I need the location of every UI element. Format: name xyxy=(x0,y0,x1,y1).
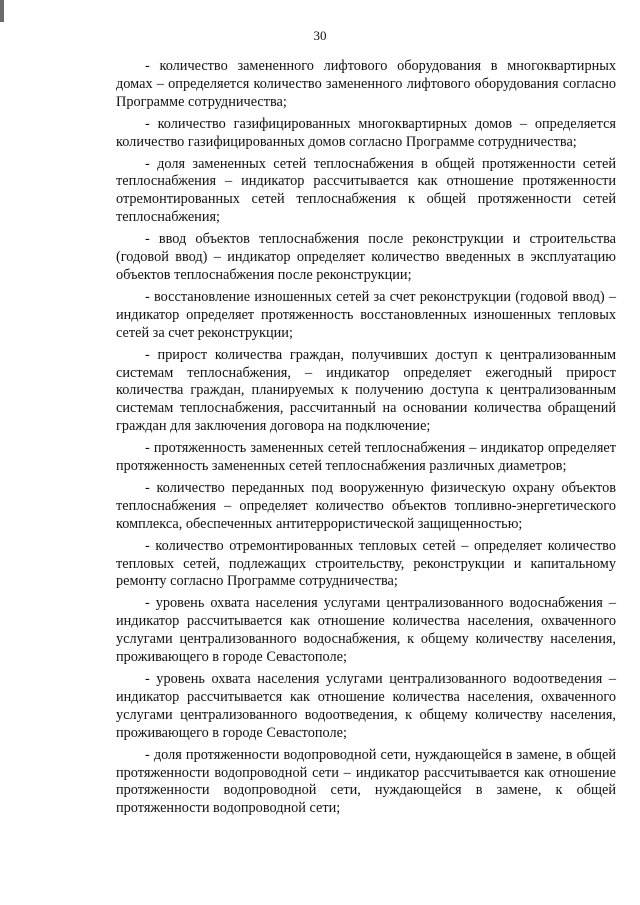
paragraph-replaced-networks-length: - протяженность замененных сетей теплоснабжения – индикатор определяет протяженность замененных сетей теплоснабжения различных диаметров; xyxy=(116,440,616,475)
paragraph-heat-network-share: - доля замененных сетей теплоснабжения в общей протяженности сетей теплоснабжения – индикатор рассчитывается как отношение протяженности отремонтированных сетей теплоснабжения к общей протяженности сетей теплоснабжения; xyxy=(116,155,616,226)
paragraph-water-supply-coverage: - уровень охвата населения услугами централизованного водоснабжения – индикатор рассчитывается как отношение количества населения, охваченного услугами централизованного водоснабжения, к общему количеству населения, проживающего в городе Севастополе; xyxy=(116,595,616,666)
scan-edge-mark xyxy=(0,0,4,22)
paragraph-gasified-houses: - количество газифицированных многоквартирных домов – определяется количество газифицированных домов согласно Программе сотрудничества; xyxy=(116,115,616,150)
paragraph-repaired-heat-networks: - количество отремонтированных тепловых сетей – определяет количество тепловых сетей, подлежащих строительству, реконструкции и капитальному ремонту согласно Программе сотрудничества; xyxy=(116,537,616,590)
paragraph-elevator-equipment: - количество замененного лифтового оборудования в многоквартирных домах – определяется количество замененного лифтового оборудования согласно Программе сотрудничества; xyxy=(116,58,616,110)
page-number: 30 xyxy=(313,28,327,43)
paragraph-worn-networks-restoration: - восстановление изношенных сетей за счет реконструкции (годовой ввод) – индикатор определяет протяженность восстановленных изношенных тепловых сетей за счет реконструкции; xyxy=(116,288,616,341)
paragraph-water-network-replacement-share: - доля протяженности водопроводной сети, нуждающейся в замене, в общей протяженности водопроводной сети – индикатор рассчитывается как отношение протяженности водопроводной сети, нуждающейся в замене, к общей протяженности водопроводной сети; xyxy=(116,746,616,817)
paragraph-heat-objects-commissioning: - ввод объектов теплоснабжения после реконструкции и строительства (годовой ввод) – индикатор определяет количество введенных в эксплуатацию объектов теплоснабжения после реконструкции; xyxy=(116,231,616,283)
paragraph-protected-objects: - количество переданных под вооруженную физическую охрану объектов теплоснабжения – определяет количество объектов топливно-энергетического комплекса, обеспеченных антитеррористической защищенностью; xyxy=(116,479,616,532)
paragraph-citizens-access-growth: - прирост количества граждан, получивших доступ к централизованным системам теплоснабжения, – индикатор определяет ежегодный прирост количества граждан, планируемых к получению доступа к централизованным системам теплоснабжения, рассчитанный на основании количества обращений граждан для заключения договора на подключение; xyxy=(116,346,616,435)
paragraph-sewerage-coverage: - уровень охвата населения услугами централизованного водоотведения – индикатор рассчитывается как отношение количества населения, охваченного услугами централизованного водоотведения, к общему количеству населения, проживающего в городе Севастополе; xyxy=(116,671,616,741)
document-body xyxy=(116,58,616,822)
